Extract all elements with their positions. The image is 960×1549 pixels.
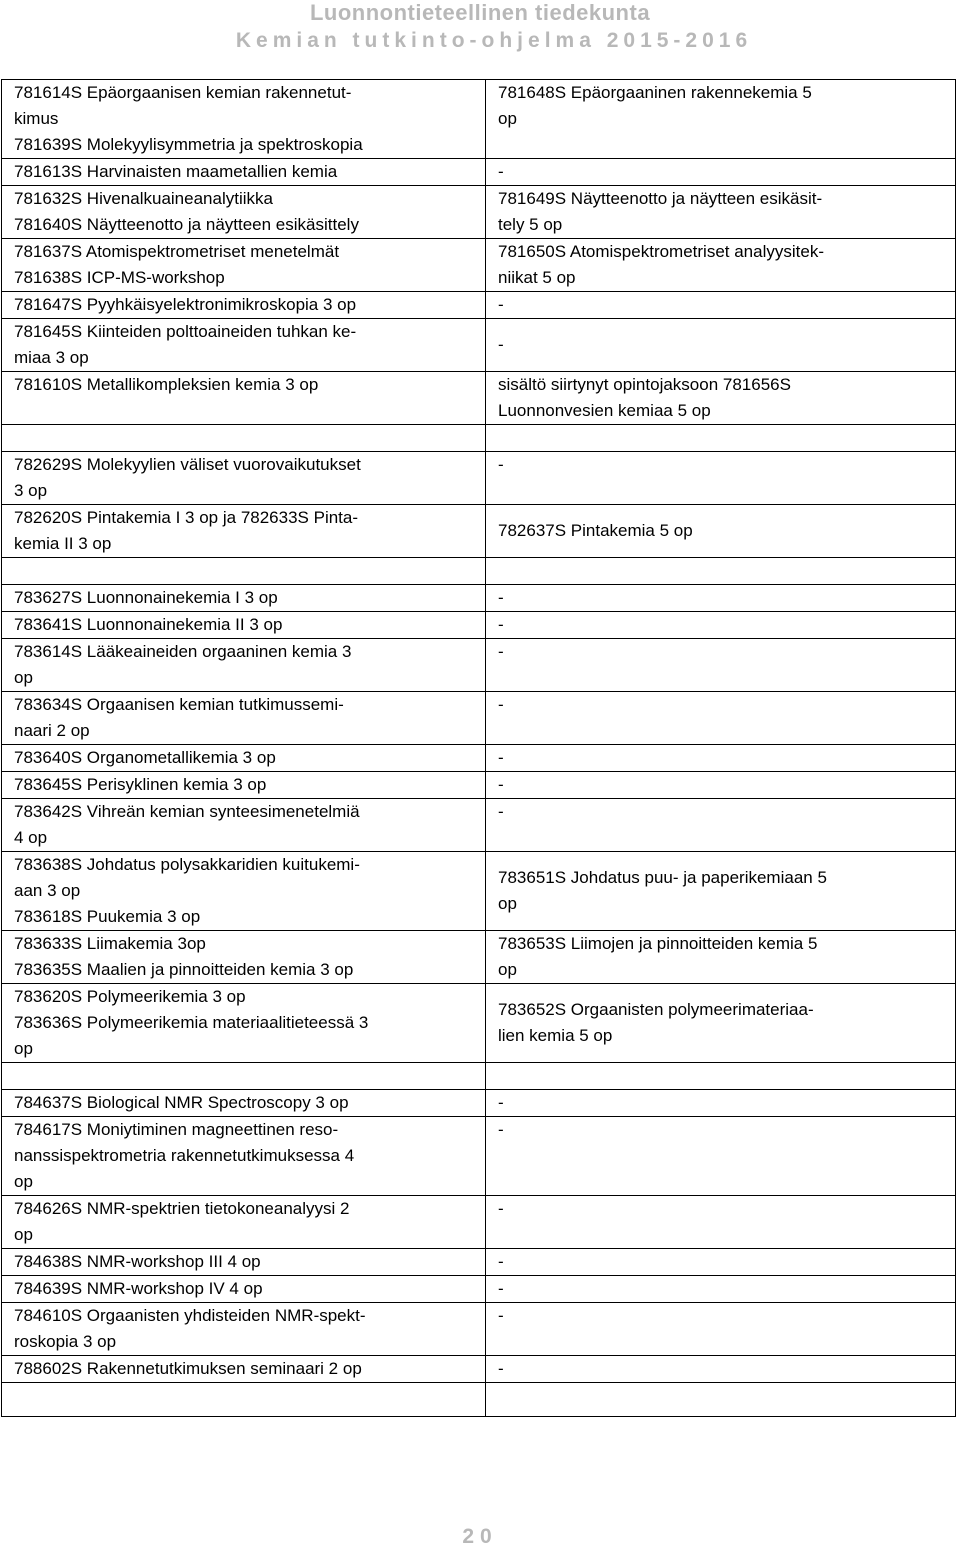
- old-course-cell: [2, 1196, 486, 1249]
- table-row: [2, 1303, 956, 1356]
- old-course-cell: [2, 319, 486, 372]
- table-row: [2, 372, 956, 425]
- old-course-cell: [2, 452, 486, 505]
- new-course-cell: [486, 452, 956, 505]
- old-course-line: 784626S NMR-spektrien tietokoneanalyysi 2: [14, 1199, 350, 1218]
- table-row: [2, 799, 956, 852]
- new-course-line: -: [498, 1359, 504, 1378]
- table-row: [2, 1276, 956, 1303]
- new-course-cell: [486, 852, 956, 931]
- table-row: [2, 1117, 956, 1196]
- new-course-line: -: [498, 1279, 504, 1298]
- old-course-cell: [2, 772, 486, 799]
- old-course-line: 784610S Orgaanisten yhdisteiden NMR-spekt-: [14, 1306, 366, 1325]
- new-course-line: 781649S Näytteenotto ja näytteen esikäsit-: [498, 189, 823, 208]
- old-course-line: op: [14, 668, 33, 687]
- table-row: [2, 186, 956, 239]
- old-course-line: 783641S Luonnonainekemia II 3 op: [14, 615, 283, 634]
- old-course-line: nanssispektrometria rakennetutkimuksessa 4: [14, 1146, 355, 1165]
- old-course-line: 783642S Vihreän kemian synteesimenetelmiä: [14, 802, 360, 821]
- new-course-cell: [486, 1090, 956, 1117]
- old-course-line: 783614S Lääkeaineiden orgaaninen kemia 3: [14, 642, 352, 661]
- new-course-cell: [486, 1356, 956, 1383]
- new-course-cell: [486, 186, 956, 239]
- old-course-line: 783633S Liimakemia 3op: [14, 934, 206, 953]
- old-course-line: miaa 3 op: [14, 348, 89, 367]
- old-course-cell: [2, 159, 486, 186]
- old-course-line: 781614S Epäorgaanisen kemian rakennetut-: [14, 83, 352, 102]
- table-row: [2, 1090, 956, 1117]
- old-course-cell: [2, 852, 486, 931]
- old-course-line: 783638S Johdatus polysakkaridien kuitukemi-: [14, 855, 360, 874]
- old-course-line: 788602S Rakennetutkimuksen seminaari 2 op: [14, 1359, 362, 1378]
- new-course-cell: [486, 1196, 956, 1249]
- old-course-line: 784637S Biological NMR Spectroscopy 3 op: [14, 1093, 349, 1112]
- new-course-cell: [486, 639, 956, 692]
- new-course-cell: [486, 692, 956, 745]
- old-course-line: 781645S Kiinteiden polttoaineiden tuhkan ke-: [14, 322, 357, 341]
- new-course-line: 781650S Atomispektrometriset analyysitek-: [498, 242, 824, 261]
- old-course-cell: [2, 799, 486, 852]
- new-course-cell: [486, 1276, 956, 1303]
- table-row: [2, 692, 956, 745]
- old-course-cell: [2, 1303, 486, 1356]
- table-row: [2, 852, 956, 931]
- old-course-line: 781638S ICP-MS-workshop: [14, 268, 225, 287]
- old-course-line: 783627S Luonnonainekemia I 3 op: [14, 588, 278, 607]
- new-course-line: -: [498, 295, 504, 314]
- new-course-line: lien kemia 5 op: [498, 1026, 613, 1045]
- new-course-cell: [486, 1383, 956, 1417]
- old-course-line: op: [14, 1172, 33, 1191]
- new-course-line: op: [498, 960, 517, 979]
- page-number: 20: [462, 1525, 498, 1548]
- table-row: [2, 558, 956, 585]
- old-course-cell: [2, 292, 486, 319]
- old-course-cell: [2, 639, 486, 692]
- new-course-cell: [486, 984, 956, 1063]
- new-course-line: sisältö siirtynyt opintojaksoon 781656S: [498, 375, 791, 394]
- new-course-line: 782637S Pintakemia 5 op: [498, 521, 693, 540]
- old-course-line: 784638S NMR-workshop III 4 op: [14, 1252, 261, 1271]
- new-course-cell: [486, 745, 956, 772]
- new-course-cell: [486, 80, 956, 159]
- new-course-line: -: [498, 1252, 504, 1271]
- new-course-line: -: [498, 1306, 504, 1325]
- old-course-cell: [2, 372, 486, 425]
- new-course-cell: [486, 558, 956, 585]
- new-course-line: -: [498, 335, 504, 354]
- new-course-cell: [486, 505, 956, 558]
- new-course-line: op: [498, 894, 517, 913]
- new-course-cell: [486, 372, 956, 425]
- table-row: [2, 319, 956, 372]
- old-course-cell: [2, 1276, 486, 1303]
- old-course-cell: [2, 931, 486, 984]
- new-course-cell: [486, 425, 956, 452]
- table-body: [2, 80, 956, 1417]
- programme-header: Kemian tutkinto-ohjelma 2015-2016: [235, 29, 753, 52]
- new-course-line: tely 5 op: [498, 215, 563, 234]
- table-row: [2, 1063, 956, 1090]
- new-course-line: Luonnonvesien kemiaa 5 op: [498, 401, 711, 420]
- old-course-cell: [2, 425, 486, 452]
- new-course-line: -: [498, 455, 504, 474]
- table-row: [2, 984, 956, 1063]
- new-course-cell: [486, 292, 956, 319]
- old-course-line: 781637S Atomispektrometriset menetelmät: [14, 242, 340, 261]
- old-course-cell: [2, 612, 486, 639]
- old-course-line: 783634S Orgaanisen kemian tutkimussemi-: [14, 695, 344, 714]
- new-course-cell: [486, 239, 956, 292]
- old-course-line: 781640S Näytteenotto ja näytteen esikäsittely: [14, 215, 359, 234]
- old-course-line: 781639S Molekyylisymmetria ja spektroskopia: [14, 135, 363, 154]
- new-course-cell: [486, 159, 956, 186]
- new-course-cell: [486, 1303, 956, 1356]
- new-course-cell: [486, 1117, 956, 1196]
- old-course-line: 783635S Maalien ja pinnoitteiden kemia 3 op: [14, 960, 354, 979]
- new-course-line: -: [498, 162, 504, 181]
- old-course-line: kemia II 3 op: [14, 534, 112, 553]
- old-course-line: 782629S Molekyylien väliset vuorovaikutukset: [14, 455, 361, 474]
- table-row: [2, 1249, 956, 1276]
- new-course-line: -: [498, 615, 504, 634]
- table-row: [2, 639, 956, 692]
- new-course-cell: [486, 799, 956, 852]
- old-course-line: 783618S Puukemia 3 op: [14, 907, 201, 926]
- new-course-cell: [486, 1249, 956, 1276]
- table-row: [2, 585, 956, 612]
- table-row: [2, 425, 956, 452]
- new-course-line: -: [498, 642, 504, 661]
- new-course-line: -: [498, 802, 504, 821]
- old-course-line: op: [14, 1039, 33, 1058]
- old-course-line: 783640S Organometallikemia 3 op: [14, 748, 276, 767]
- table-row: [2, 1196, 956, 1249]
- old-course-line: 781610S Metallikompleksien kemia 3 op: [14, 375, 319, 394]
- table-row: [2, 80, 956, 159]
- new-course-cell: [486, 319, 956, 372]
- old-course-cell: [2, 745, 486, 772]
- new-course-line: -: [498, 695, 504, 714]
- old-course-cell: [2, 1117, 486, 1196]
- old-course-cell: [2, 505, 486, 558]
- old-course-cell: [2, 1383, 486, 1417]
- table-row: [2, 1356, 956, 1383]
- old-course-line: roskopia 3 op: [14, 1332, 117, 1351]
- table-row: [2, 452, 956, 505]
- old-course-line: op: [14, 1225, 33, 1244]
- old-course-cell: [2, 692, 486, 745]
- table-row: [2, 505, 956, 558]
- new-course-line: -: [498, 1093, 504, 1112]
- new-course-line: -: [498, 1120, 504, 1139]
- old-course-line: 781613S Harvinaisten maametallien kemia: [14, 162, 338, 181]
- old-course-cell: [2, 80, 486, 159]
- new-course-cell: [486, 612, 956, 639]
- old-course-cell: [2, 1063, 486, 1090]
- new-course-line: -: [498, 775, 504, 794]
- old-course-line: 783645S Perisyklinen kemia 3 op: [14, 775, 267, 794]
- faculty-header: Luonnontieteellinen tiedekunta: [309, 0, 651, 25]
- new-course-cell: [486, 772, 956, 799]
- old-course-cell: [2, 1249, 486, 1276]
- old-course-line: naari 2 op: [14, 721, 90, 740]
- old-course-line: 781647S Pyyhkäisyelektronimikroskopia 3 op: [14, 295, 357, 314]
- new-course-cell: [486, 931, 956, 984]
- table-row: [2, 159, 956, 186]
- new-course-line: -: [498, 588, 504, 607]
- old-course-line: kimus: [14, 109, 59, 128]
- old-course-cell: [2, 1356, 486, 1383]
- table-row: [2, 1383, 956, 1417]
- table-row: [2, 292, 956, 319]
- old-course-cell: [2, 186, 486, 239]
- table-row: [2, 745, 956, 772]
- old-course-line: 783620S Polymeerikemia 3 op: [14, 987, 246, 1006]
- old-course-line: 3 op: [14, 481, 48, 500]
- new-course-line: 783652S Orgaanisten polymeerimateriaa-: [498, 1000, 814, 1019]
- table-row: [2, 772, 956, 799]
- new-course-cell: [486, 585, 956, 612]
- old-course-cell: [2, 239, 486, 292]
- new-course-line: 783653S Liimojen ja pinnoitteiden kemia 5: [498, 934, 818, 953]
- old-course-line: 782620S Pintakemia I 3 op ja 782633S Pinta-: [14, 508, 359, 527]
- new-course-line: 781648S Epäorgaaninen rakennekemia 5: [498, 83, 812, 102]
- new-course-cell: [486, 1063, 956, 1090]
- old-course-line: aan 3 op: [14, 881, 81, 900]
- old-course-line: 4 op: [14, 828, 48, 847]
- old-course-line: 784639S NMR-workshop IV 4 op: [14, 1279, 263, 1298]
- new-course-line: -: [498, 748, 504, 767]
- new-course-line: niikat 5 op: [498, 268, 576, 287]
- course-equivalence-table: [1, 79, 956, 1417]
- table-row: [2, 239, 956, 292]
- new-course-line: 783651S Johdatus puu- ja paperikemiaan 5: [498, 868, 827, 887]
- old-course-cell: [2, 558, 486, 585]
- old-course-line: 783636S Polymeerikemia materiaalitieteessä 3: [14, 1013, 369, 1032]
- old-course-cell: [2, 585, 486, 612]
- table-row: [2, 931, 956, 984]
- old-course-line: 781632S Hivenalkuaineanalytiikka: [14, 189, 273, 208]
- table-row: [2, 612, 956, 639]
- old-course-line: 784617S Moniytiminen magneettinen reso-: [14, 1120, 339, 1139]
- old-course-cell: [2, 984, 486, 1063]
- old-course-cell: [2, 1090, 486, 1117]
- new-course-line: -: [498, 1199, 504, 1218]
- new-course-line: op: [498, 109, 517, 128]
